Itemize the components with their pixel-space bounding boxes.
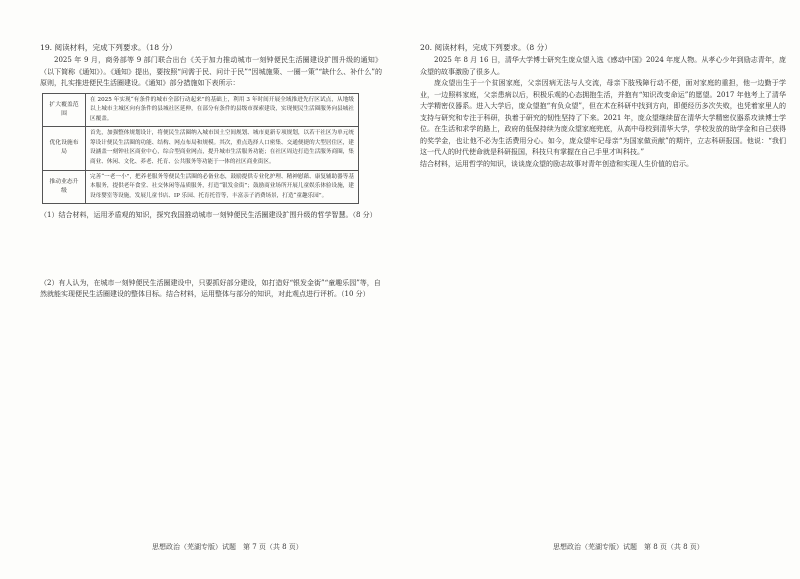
table-content-cell: 在 2025 年实现“有条件的城市全部行动起来”的基础上，利用 3 年时间开展全域推进先行区试点，从地级以上城市主城区向有条件的县城社区延伸，在部分有条件的县级市探索建设，实现便民生活圈服务向县城社区覆盖。 xyxy=(86,93,359,127)
table-category-cell: 扩大覆盖范围 xyxy=(43,93,86,127)
question-20-paragraph-1: 2025 年 8 月 16 日，清华大学博士研究生庞众望入选《感动中国》2024 年度人物。从孝心少年到励志青年，庞众望的故事激励了很多人。 xyxy=(420,56,786,76)
question-19-header: 19. 阅读材料，完成下列要求。（18 分） xyxy=(40,43,177,52)
table-category-cell: 优化设施布局 xyxy=(43,127,86,170)
question-20-paragraph-2: 庞众望出生于一个贫困家庭，父亲因病无法与人交流，母亲下肢残障行动不便，面对家庭的重担，他一边勤于学业，一边照料家庭，父亲患病以后，积极乐观的心态拥抱生活，并抱有“知识改变命运”的愿望。2017 年他考上了清华大学精密仪器系。进入大学后，庞众望抱“有负众望”，但在术在科研中找到方向，即便经历多次失败，也凭着家里人的支持与研究和专注于科研，执着于研究的韧性坚持了下来。2021 年，庞众望继续留在清华大学精密仪器系攻读博士学位。在生活和求学的路上，政府的低保持续为庞众望家庭兜底，从高中母校到清华大学，学校发放的助学金和自己获得的奖学金，也让他不必为生活费用分心。如今，庞众望牢记母亲“为国家做贡献”的期许，立志科研报国。他说：“我们这一代人的时代使命就是科研报国，科技只有掌握在自己手里才叫科技。” xyxy=(420,79,786,156)
table-content-cell: 首先，加强整体规划设计，将便民生活圈纳入城市国土空间规划、城市更新专项规划，以若干社区为单元统筹设计便民生活圈的功能、结构、网点布局和规模。其次，重点选择人口密集、交通便捷的大型居住区，建设涵盖一刻钟社区商业中心，综合型商业网点，提升城市生活服务功能；在社区周边打造生活服务商圈，集商业、休闲、文化、养老、托育、公共服务等功能于一体的社区商业街区。 xyxy=(86,127,359,170)
right-page xyxy=(400,0,800,579)
question-20-prompt: 结合材料，运用哲学的知识，谈谈庞众望的励志故事对青年创造和实现人生价值的启示。 xyxy=(420,159,693,168)
policy-table xyxy=(42,93,359,205)
sub-question-2: （2）有人认为，在城市一刻钟便民生活圈建设中，只要抓好部分建设，如打造好“银发金街”“童趣乐园”等，自然就能实现便民生活圈建设的整体目标。结合材料，运用整体与部分的知识，对此观点进行评析。（10 分） xyxy=(40,278,381,299)
table-row xyxy=(43,127,359,170)
question-19-intro: 2025 年 9 月，商务部等 9 部门联合出台《关于加力推动城市一刻钟便民生活圈建设扩围升级的通知》（以下简称《通知》）。《通知》提出，要按照“问需于民、问计于民”“因城施策、一圈一策”“缺什么、补什么”的原则，扎实推进便民生活圈建设。《通知》部分措施如下表所示： xyxy=(40,56,382,87)
right-footer: 思想政治（芜湖专版）试题 第 8 页（共 8 页） xyxy=(553,543,704,551)
table-row xyxy=(43,170,359,204)
table-category-cell: 推动业态升级 xyxy=(43,170,86,204)
answer-space-1 xyxy=(40,222,382,278)
table-row xyxy=(43,93,359,127)
sub-question-1: （1）结合材料，运用矛盾观的知识，探究我国推动城市一刻钟便民生活圈建设扩围升级的哲学智慧。（8 分） xyxy=(40,211,377,220)
table-content-cell: 完善“一老一小”，把养老服务等便民生活圈的必备业态，鼓励提供专业化护理、精神慰藉、康复辅助器等基本服务，提供老年食堂、社交休闲等品质服务，打造“银发金街”；鼓励商业场所开展儿童娱乐体验设施，建设母婴室等设施，发展儿童书店、IP 乐园、托育托管等，丰富亲子消费场景，打造“童趣乐园”。 xyxy=(86,170,359,204)
left-footer: 思想政治（芜湖专版）试题 第 7 页（共 8 页） xyxy=(152,543,303,551)
question-20-header: 20. 阅读材料，完成下列要求。（8 分） xyxy=(420,43,552,52)
